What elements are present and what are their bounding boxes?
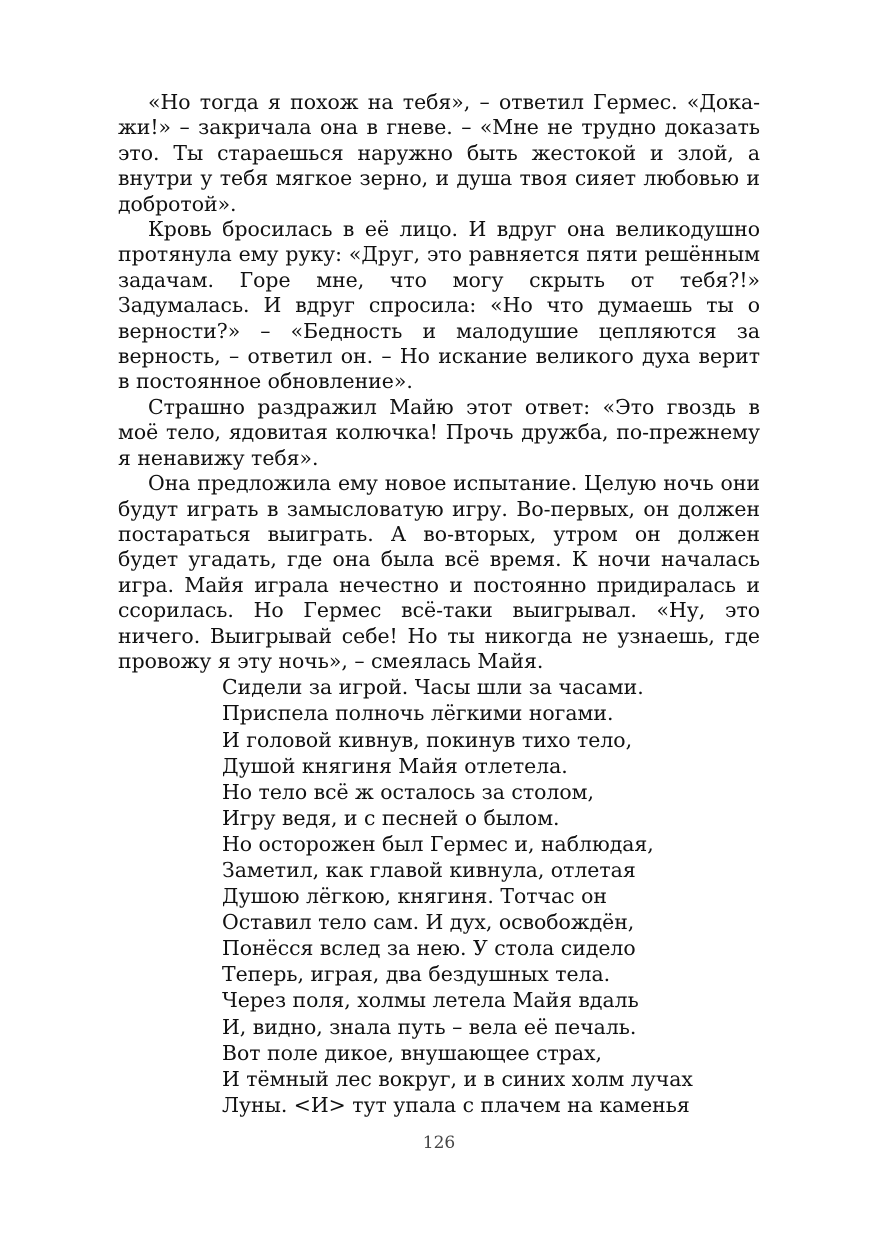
- page-number: 126: [422, 1133, 456, 1153]
- verse-line: Сидели за игрой. Часы шли за часами.: [222, 675, 644, 700]
- prose-section: [118, 90, 760, 674]
- verse-line: И головой кивнув, покинув тихо тело,: [222, 727, 633, 752]
- verse-line: Но тело всё ж осталось за столом,: [222, 779, 594, 804]
- verse-line: Душою лёгкою, княгиня. Тотчас он: [222, 884, 607, 909]
- paragraph: Кровь бросилась в её лицо. И вдруг она великодушно протянула ему руку: «Друг, это равняется пяти решённым задачам. Горе мне, что могу скрыть от тебя?!» Задумалась. И вдруг спросила: «Но что думаешь ты о верности?» – «Бедность и малодушие цепляются за верность, – ответил он. – Но искание великого духа верит в постоянное обновление».: [118, 217, 760, 394]
- verse-line: Душой княгиня Майя отлетела.: [222, 753, 568, 778]
- verse-line: И тёмный лес вокруг, и в синих холм лучах: [222, 1066, 693, 1091]
- verse-line: Вот поле дикое, внушающее страх,: [222, 1040, 602, 1065]
- book-page: [118, 90, 760, 1118]
- verse-line: Оставил тело сам. И дух, освобождён,: [222, 910, 635, 935]
- paragraph: Она предложила ему новое испытание. Целую ночь они будут играть в замысловатую игру. Во-первых, он должен постараться выиграть. А во-вторых, утром он должен будет угадать, где она была всё время. К ночи началась игра. Майя играла нечестно и постоянно придиралась и ссорилась. Но Гермес всё-таки выигрывал. «Ну, это ничего. Выигрывай себе! Но ты никогда не узнаешь, где провожу я эту ночь», – смеялась Майя.: [118, 471, 760, 673]
- verse-line: Понёсся вслед за нею. У стола сидело: [222, 936, 636, 961]
- verse-line: Луны. <И> тут упала с плачем на каменья: [222, 1092, 690, 1117]
- verse-section: [222, 674, 760, 1118]
- verse-line: Заметил, как главой кивнула, отлетая: [222, 858, 636, 882]
- verse-line: Через поля, холмы летела Майя вдаль: [222, 988, 639, 1013]
- paragraph: Страшно раздражил Майю этот ответ: «Это гвоздь в моё тело, ядовитая колючка! Прочь дружба, по-прежнему я ненавижу тебя».: [118, 394, 760, 470]
- paragraph: «Но тогда я похож на тебя», – ответил Гермес. «Докажи!» – закричала она в гневе. – «Мне не трудно доказать это. Ты стараешься наружно быть жестокой и злой, а внутри у тебя мягкое зерно, и душа твоя сияет любовью и добротой».: [118, 90, 760, 216]
- verse-line: И, видно, знала путь – вела её печаль.: [222, 1014, 637, 1039]
- verse-line: Приспела полночь лёгкими ногами.: [222, 701, 614, 726]
- verse-line: Теперь, играя, два бездушных тела.: [222, 962, 611, 987]
- verse-line: Но осторожен был Гермес и, наблюдая,: [222, 831, 654, 856]
- verse-line: Игру ведя, и с песней о былом.: [222, 805, 560, 830]
